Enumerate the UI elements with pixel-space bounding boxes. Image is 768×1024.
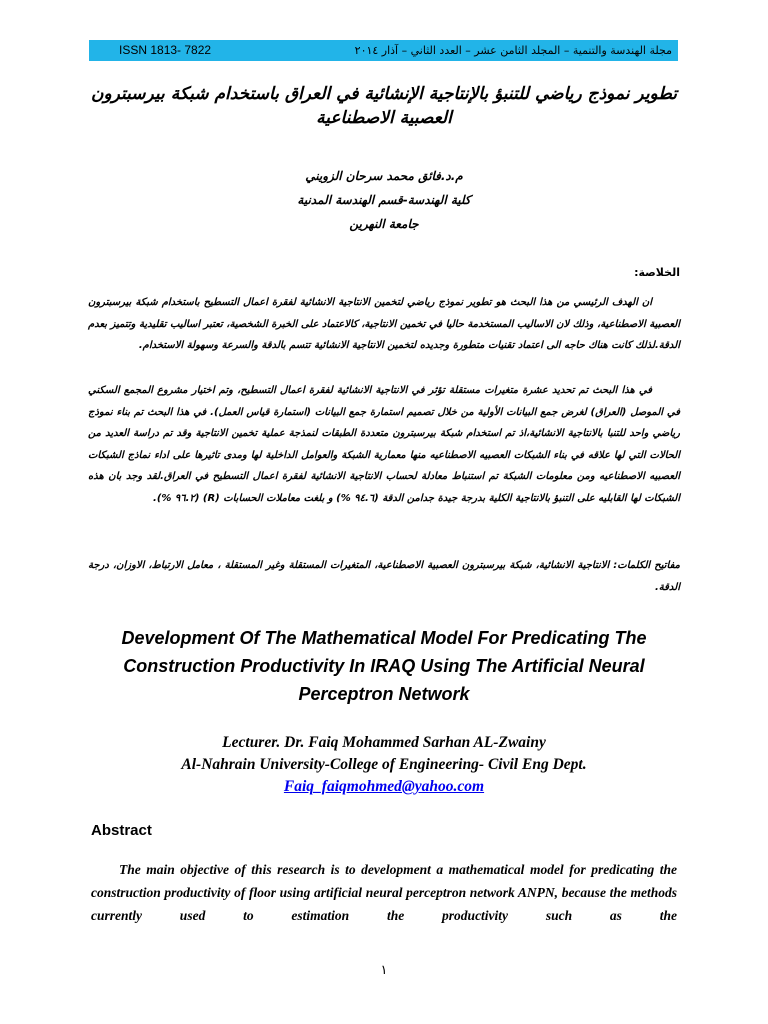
english-abstract-text: The main objective of this research is to development a mathematical model for predicating the construction productivity of floor using artificial neural perceptron network ANPN, because the methods currently used to estimation the productivity such as the (91, 862, 677, 923)
arabic-abstract-paragraph-2: في هذا البحث تم تحديد عشرة متغيرات مستقلة تؤثر في الانتاجية الانشائية لفقرة اعمال التسطيح، وتم اختيار مشروع المجمع السكني في الموصل (العراق) لغرض جمع البيانات الأولية من خلال تصميم استمارة جمع البيانات (استمارة قياس العمل). في هذا البحث تم بناء نموذج رياضي واحد للتنبا بالانتاجية الانشائية،اذ تم استخدام شبكة بيرسبترون متعددة الطبقات لنمذجة عملية تخمين الانتاجية وقد تم دراسة العديد من الحالات التي لها علاقه في بناء الشبكات العصبيه الاصطناعيه منها معمارية الشبكة والعوامل الداخلية لها ومدى تاثيرها على اداء نماذج الشبكات العصبيه الاصطناعيه ومن معلومات الشبكة تم استنباط معادلة لحساب الانتاجية الانشائية لفقرة اعمال التسطيح في العراق.لقد وجد بان هذه الشبكات لها القابليه على التنبؤ بالانتاجية الكلية بدرجة جيدة جدامن الدقة (٩٤.٦ %) و بلغت معاملات الحسابات (R) (٩٦.٢ %). (88, 385, 680, 504)
english-abstract-heading: Abstract (91, 822, 152, 839)
english-author-name: Lecturer. Dr. Faiq Mohammed Sarhan AL-Zwainy (222, 734, 546, 751)
arabic-affiliation: كلية الهندسة-قسم الهندسة المدنية (297, 193, 471, 207)
journal-citation: مجلة الهندسة والتنمية – المجلد الثامن عشر – العدد الثاني – آذار ٢٠١٤ (354, 44, 672, 57)
arabic-author-block (86, 164, 682, 236)
arabic-keywords: مفاتيح الكلمات: الانتاجية الانشائية، شبكة بيرسبترون العصبية الاصطناعية، المتغيرات المستقلة وغير المستقلة ، معامل الارتباط، الاوزان، درجة الدقة. (88, 560, 680, 593)
page-number: ١ (380, 963, 388, 978)
arabic-title: تطوير نموذج رياضي للتنبؤ بالإنتاجية الإنشائية في العراق باستخدام شبكة بيرسبترون العصبية الاصطناعية (90, 84, 678, 128)
arabic-author-name: م.د.فائق محمد سرحان الزويني (305, 169, 463, 183)
english-title: Development Of The Mathematical Model For Predicating The Construction Productivity In IRAQ Using The Artificial Neural Perceptron Network (121, 628, 647, 704)
issn-label: ISSN 1813- 7822 (119, 43, 212, 57)
english-author-block (80, 732, 688, 798)
author-email-link[interactable]: Faiq_faiqmohmed@yahoo.com (283, 778, 485, 795)
arabic-abstract-heading: الخلاصة: (634, 266, 680, 279)
arabic-abstract-paragraph-1: ان الهدف الرئيسي من هذا البحث هو تطوير نموذج رياضي لتخمين الانتاجية الانشائية لفقرة اعمال التسطيح باستخدام شبكة بيرسبترون العصبية الاصطناعية، وذلك لان الاساليب المستخدمة حاليا في تخمين الانتاجية، كالاعتماد على الخبرة الشخصية، تعتبر اساليب تقليدية وتتميز بعدم الدقة.لذلك كانت هناك حاجه الى اعتماد تقنيات متطورة وجديده لتخمين الانتاجية الانشائية تتسم بالدقة والسرعة وسهولة الاستخدام. (88, 297, 680, 351)
arabic-university: جامعة النهرين (349, 217, 419, 231)
journal-header-bar (89, 40, 678, 61)
english-affiliation: Al-Nahrain University-College of Engineering- Civil Eng Dept. (181, 756, 587, 773)
